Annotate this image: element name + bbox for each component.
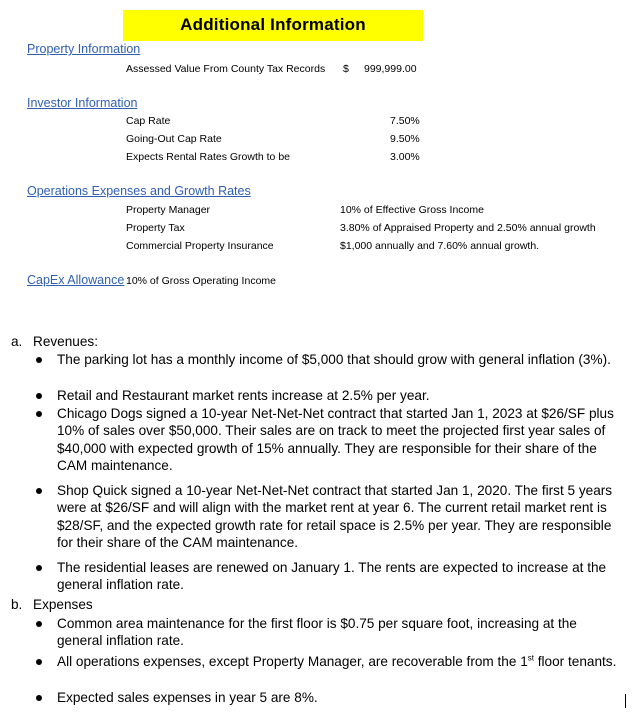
operations-expenses-heading: Operations Expenses and Growth Rates bbox=[27, 184, 251, 198]
cap-rate-value: 7.50% bbox=[390, 115, 420, 127]
expense-bullet-text bbox=[57, 653, 625, 670]
bullet-icon bbox=[36, 393, 42, 399]
property-tax-label: Property Tax bbox=[126, 222, 185, 234]
going-out-cap-rate-label: Going-Out Cap Rate bbox=[126, 133, 222, 145]
superscript-st: st bbox=[527, 653, 534, 663]
investor-information-heading: Investor Information bbox=[27, 96, 138, 110]
text-cursor bbox=[625, 694, 626, 708]
bullet-icon bbox=[36, 621, 42, 627]
bullet-icon bbox=[36, 411, 42, 417]
revenue-bullet-text: Shop Quick signed a 10-year Net-Net-Net contract that started Jan 1, 2020. The first 5 years were at $26/SF and will align with the market rent at year 6. The current retail market rent is $28/SF, and the expected growth rate for retail space is 2.5% per year. They are responsible for their share of the CAM maintenance. bbox=[57, 483, 613, 550]
rental-growth-label: Expects Rental Rates Growth to be bbox=[126, 151, 290, 163]
bullet-icon bbox=[36, 565, 42, 571]
revenue-bullet-text: Retail and Restaurant market rents increase at 2.5% per year. bbox=[57, 388, 430, 403]
bullet-icon bbox=[36, 488, 42, 494]
expense-text-after: floor tenants. bbox=[533, 654, 617, 669]
revenue-bullet-text: The residential leases are renewed on January 1. The rents are expected to increase at the general inflation rate. bbox=[57, 560, 607, 593]
revenues-heading: Revenues: bbox=[33, 334, 98, 349]
cap-rate-label: Cap Rate bbox=[126, 115, 171, 127]
assessed-value: 999,999.00 bbox=[364, 63, 417, 75]
insurance-label: Commercial Property Insurance bbox=[126, 240, 274, 252]
assessed-value-currency: $ bbox=[343, 63, 349, 75]
revenue-bullet-text: The parking lot has a monthly income of $5,000 that should grow with general inflation (3%). bbox=[57, 352, 611, 367]
bullet-icon bbox=[36, 357, 42, 363]
property-manager-label: Property Manager bbox=[126, 204, 211, 216]
bullet-icon bbox=[36, 695, 42, 701]
revenue-bullet-text: Chicago Dogs signed a 10-year Net-Net-Net contract that started Jan 1, 2023 at $26/SF plus 10% of sales over $50,000. Their sales are on track to meet the projected first year sales of $40,000 with expected growth of 15% annually. They are responsible for their share of the CAM maintenance. bbox=[57, 406, 614, 473]
bullet-icon bbox=[36, 659, 42, 665]
capex-allowance-value: 10% of Gross Operating Income bbox=[126, 275, 276, 287]
expense-bullet-text: Expected sales expenses in year 5 are 8%. bbox=[57, 690, 318, 705]
expense-bullet-text: Common area maintenance for the first floor is $0.75 per square foot, increasing at the general inflation rate. bbox=[57, 616, 577, 649]
rental-growth-value: 3.00% bbox=[390, 151, 420, 163]
property-manager-value: 10% of Effective Gross Income bbox=[340, 204, 484, 216]
revenues-letter: a. bbox=[11, 334, 23, 349]
assessed-value-label: Assessed Value From County Tax Records bbox=[126, 63, 326, 75]
expenses-heading: Expenses bbox=[33, 597, 93, 612]
going-out-cap-rate-value: 9.50% bbox=[390, 133, 420, 145]
expenses-letter: b. bbox=[11, 597, 23, 612]
insurance-value: $1,000 annually and 7.60% annual growth. bbox=[340, 240, 540, 252]
property-information-heading: Property Information bbox=[27, 42, 141, 56]
page-title: Additional Information bbox=[180, 15, 366, 34]
capex-allowance-heading: CapEx Allowance bbox=[27, 273, 125, 287]
expense-text-before: All operations expenses, except Property Manager, are recoverable from the 1 bbox=[57, 654, 528, 669]
property-tax-value: 3.80% of Appraised Property and 2.50% annual growth bbox=[340, 222, 596, 234]
